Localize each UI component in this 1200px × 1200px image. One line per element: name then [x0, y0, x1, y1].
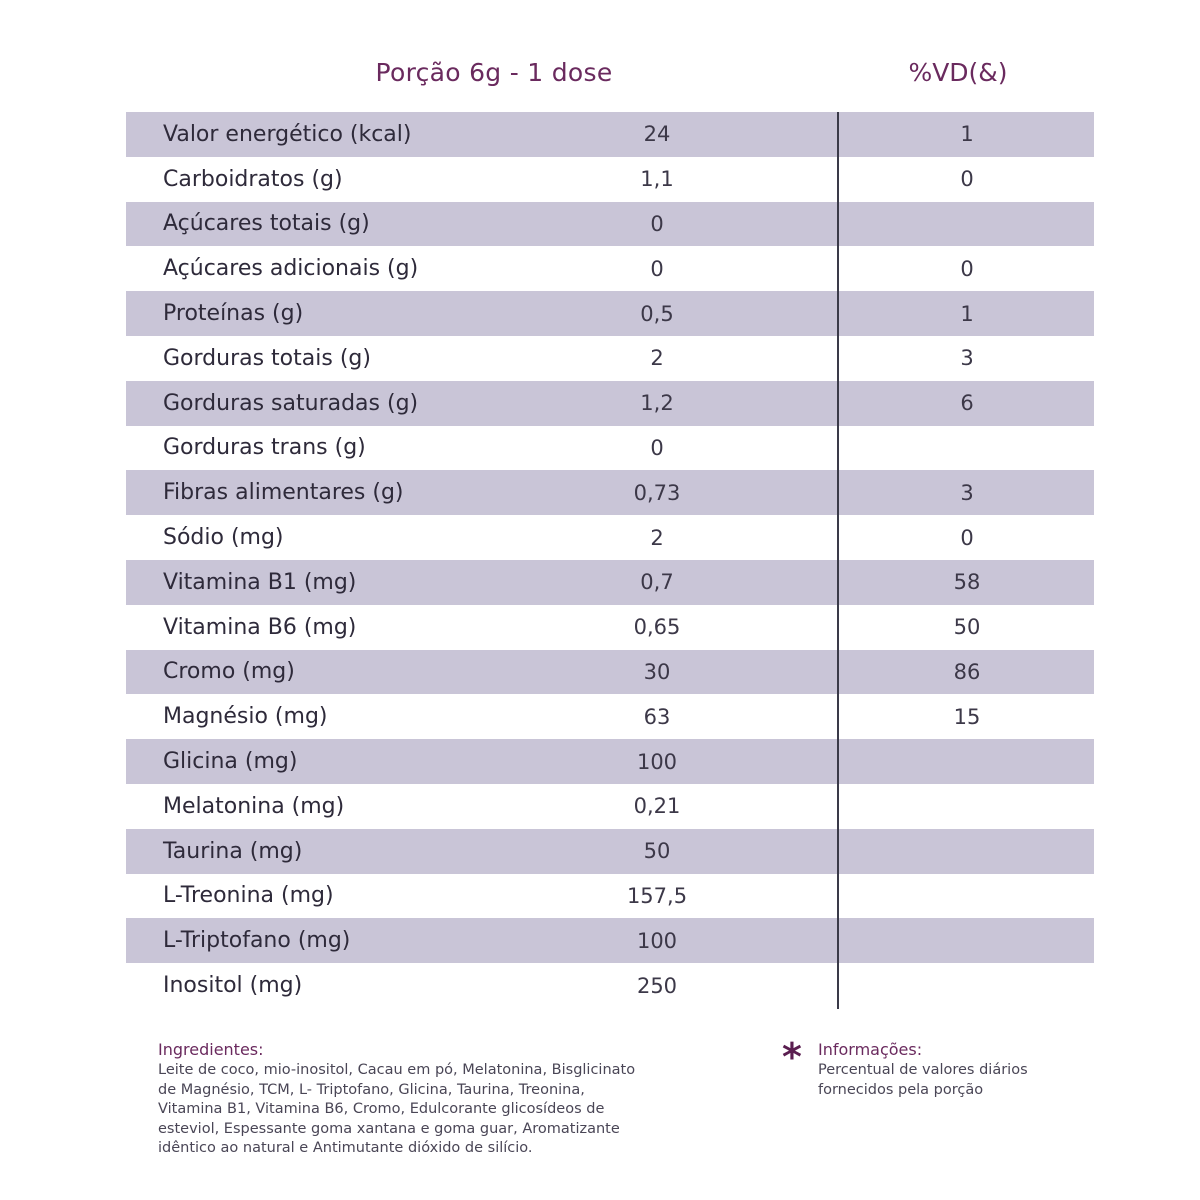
- nutrient-value: 0: [650, 256, 664, 281]
- nutrient-value: 30: [643, 659, 671, 684]
- nutrient-vd: 1: [960, 301, 974, 326]
- table-row: [126, 739, 1094, 784]
- nutrient-vd: 50: [953, 615, 981, 640]
- nutrient-name: Fibras alimentares (g): [163, 480, 404, 506]
- nutrient-value: 50: [643, 839, 671, 864]
- portion-header: Porção 6g - 1 dose: [375, 58, 613, 87]
- table-row: [126, 291, 1094, 336]
- nutrient-value: 0: [650, 435, 664, 460]
- nutrient-vd: 0: [960, 256, 974, 281]
- asterisk-icon: *: [782, 1035, 802, 1079]
- nutrient-name: Melatonina (mg): [163, 793, 345, 819]
- nutrient-vd: 0: [960, 167, 974, 192]
- table-row: [126, 515, 1094, 560]
- nutrient-name: Vitamina B1 (mg): [163, 569, 357, 595]
- table-row: [126, 963, 1094, 1008]
- nutrient-vd: 86: [953, 659, 981, 684]
- nutrient-value: 0,73: [633, 480, 681, 505]
- column-divider: [837, 112, 839, 1009]
- info-body: [818, 1040, 1078, 1100]
- ingredients-line: Vitamina B1, Vitamina B6, Cromo, Edulcorante glicosídeos de: [158, 1101, 605, 1117]
- nutrition-table: [126, 112, 1094, 1008]
- nutrient-name: Inositol (mg): [163, 973, 303, 999]
- table-row: [126, 605, 1094, 650]
- nutrient-name: Proteínas (g): [163, 301, 304, 327]
- nutrient-value: 100: [636, 928, 678, 953]
- nutrient-name: Açúcares adicionais (g): [163, 256, 419, 282]
- table-row: [126, 560, 1094, 605]
- table-row: [126, 381, 1094, 426]
- nutrient-vd: 58: [953, 570, 981, 595]
- nutrient-name: L-Treonina (mg): [163, 883, 334, 909]
- nutrient-value: 0: [650, 211, 664, 236]
- nutrient-vd: 6: [960, 391, 974, 416]
- table-row: [126, 829, 1094, 874]
- nutrient-vd: 3: [960, 480, 974, 505]
- nutrient-name: Gorduras saturadas (g): [163, 390, 419, 416]
- nutrient-value: 0,7: [640, 570, 674, 595]
- table-row: [126, 918, 1094, 963]
- table-row: [126, 650, 1094, 695]
- table-row: [126, 112, 1094, 157]
- nutrient-name: Carboidratos (g): [163, 166, 343, 192]
- table-row: [126, 246, 1094, 291]
- nutrient-value: 1,1: [640, 167, 674, 192]
- ingredients-line: esteviol, Espessante goma xantana e goma guar, Aromatizante: [158, 1120, 620, 1137]
- info-title: Informações:: [818, 1040, 923, 1059]
- nutrient-name: Taurina (mg): [163, 838, 303, 864]
- nutrient-name: Gorduras totais (g): [163, 345, 371, 371]
- nutrient-name: Sódio (mg): [163, 525, 284, 551]
- nutrient-value: 0,65: [633, 615, 681, 640]
- nutrient-value: 2: [650, 346, 664, 371]
- nutrient-vd: 0: [960, 525, 974, 550]
- ingredients-line: idêntico ao natural e Antimutante dióxido de silício.: [158, 1140, 533, 1156]
- nutrient-value: 63: [643, 704, 671, 729]
- nutrient-value: 100: [636, 749, 678, 774]
- table-row: [126, 157, 1094, 202]
- nutrient-vd: 15: [953, 704, 981, 729]
- ingredients-block: [158, 1040, 728, 1159]
- info-line: Percentual de valores diários: [818, 1062, 1028, 1078]
- nutrient-value: 250: [636, 973, 678, 998]
- nutrient-name: Glicina (mg): [163, 749, 298, 775]
- nutrient-name: Vitamina B6 (mg): [163, 614, 357, 640]
- nutrient-value: 0,21: [633, 794, 681, 819]
- table-row: [126, 202, 1094, 247]
- nutrient-value: 157,5: [626, 883, 688, 908]
- table-row: [126, 470, 1094, 515]
- nutrient-name: Valor energético (kcal): [163, 121, 412, 147]
- table-row: [126, 426, 1094, 471]
- ingredients-line: Leite de coco, mio-inositol, Cacau em pó, Melatonina, Bisglicinato: [158, 1062, 636, 1078]
- info-line: fornecidos pela porção: [818, 1081, 984, 1098]
- nutrient-vd: 3: [960, 346, 974, 371]
- table-row: [126, 874, 1094, 919]
- nutrient-name: Cromo (mg): [163, 659, 295, 685]
- vd-header: %VD(&): [908, 58, 1008, 87]
- nutrient-vd: 1: [960, 122, 974, 147]
- ingredients-title: Ingredientes:: [158, 1040, 264, 1059]
- nutrient-name: Magnésio (mg): [163, 704, 328, 730]
- nutrient-value: 0,5: [640, 301, 674, 326]
- nutrient-name: L-Triptofano (mg): [163, 928, 351, 954]
- nutrient-name: Gorduras trans (g): [163, 435, 366, 461]
- table-row: [126, 336, 1094, 381]
- table-header: [0, 58, 1200, 98]
- nutrient-value: 24: [643, 122, 671, 147]
- nutrient-value: 1,2: [640, 391, 674, 416]
- ingredients-line: de Magnésio, TCM, L- Triptofano, Glicina, Taurina, Treonina,: [158, 1081, 585, 1098]
- nutrient-name: Açúcares totais (g): [163, 211, 370, 237]
- nutrient-value: 2: [650, 525, 664, 550]
- table-row: [126, 694, 1094, 739]
- table-row: [126, 784, 1094, 829]
